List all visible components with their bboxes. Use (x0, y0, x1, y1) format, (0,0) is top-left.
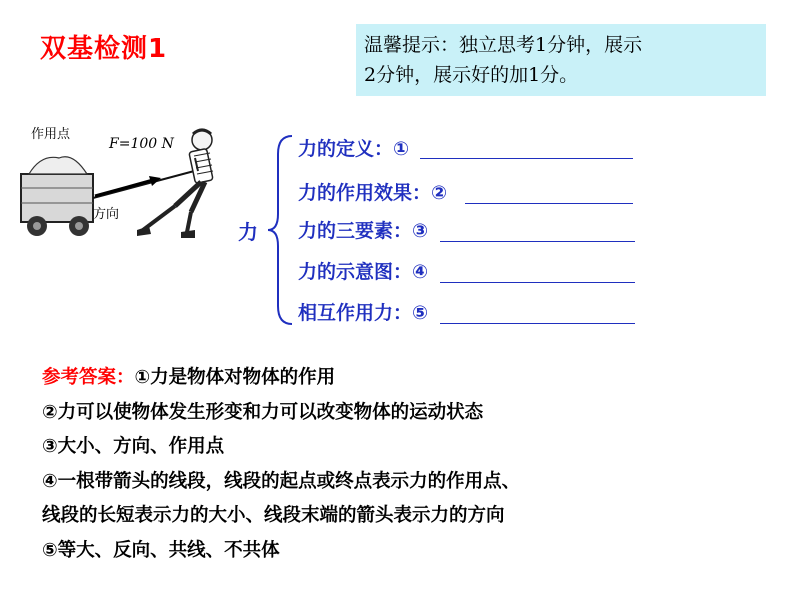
answers-heading: 参考答案： (42, 367, 135, 388)
force-label: F=100 N (109, 136, 174, 152)
blank-line-4 (440, 282, 635, 283)
tip-box (356, 24, 766, 96)
concept-item-definition: 力的定义：① (298, 138, 410, 160)
answer-line-3: ③大小、方向、作用点 (42, 436, 225, 458)
blank-line-1 (420, 158, 633, 159)
cart-pulling-illustration (15, 118, 245, 248)
answer-line-4: ④一根带箭头的线段，线段的起点或终点表示力的作用点、 (42, 470, 521, 492)
cart-body (21, 174, 93, 222)
concept-item-three-elements: 力的三要素：③ (298, 220, 429, 242)
rope (93, 170, 198, 198)
slide-title: 双基检测1 (40, 34, 168, 64)
direction-label: 方向 (93, 207, 120, 222)
answer-line-6: ⑤等大、反向、共线、不共体 (42, 539, 280, 561)
tip-line-2: 2分钟，展示好的加1分。 (364, 64, 579, 86)
point-of-application-label: 作用点 (31, 127, 71, 142)
blank-line-2 (465, 203, 633, 204)
concept-item-diagram: 力的示意图：④ (298, 261, 429, 283)
tip-line-1: 温馨提示：独立思考1分钟，展示 (364, 34, 643, 56)
blank-line-3 (440, 241, 635, 242)
answer-line-1: 参考答案：①力是物体对物体的作用 (42, 367, 336, 388)
answer-line-5: 线段的长短表示力的大小、线段末端的箭头表示力的方向 (42, 505, 505, 527)
concept-item-effect: 力的作用效果：② (298, 182, 448, 204)
concept-root: 力 (238, 220, 258, 244)
concept-item-interaction: 相互作用力：⑤ (298, 302, 429, 324)
reference-answers (42, 361, 782, 569)
curly-brace (266, 134, 296, 326)
blank-line-5 (440, 323, 635, 324)
answer-line-2: ②力可以使物体发生形变和力可以改变物体的运动状态 (42, 401, 484, 423)
